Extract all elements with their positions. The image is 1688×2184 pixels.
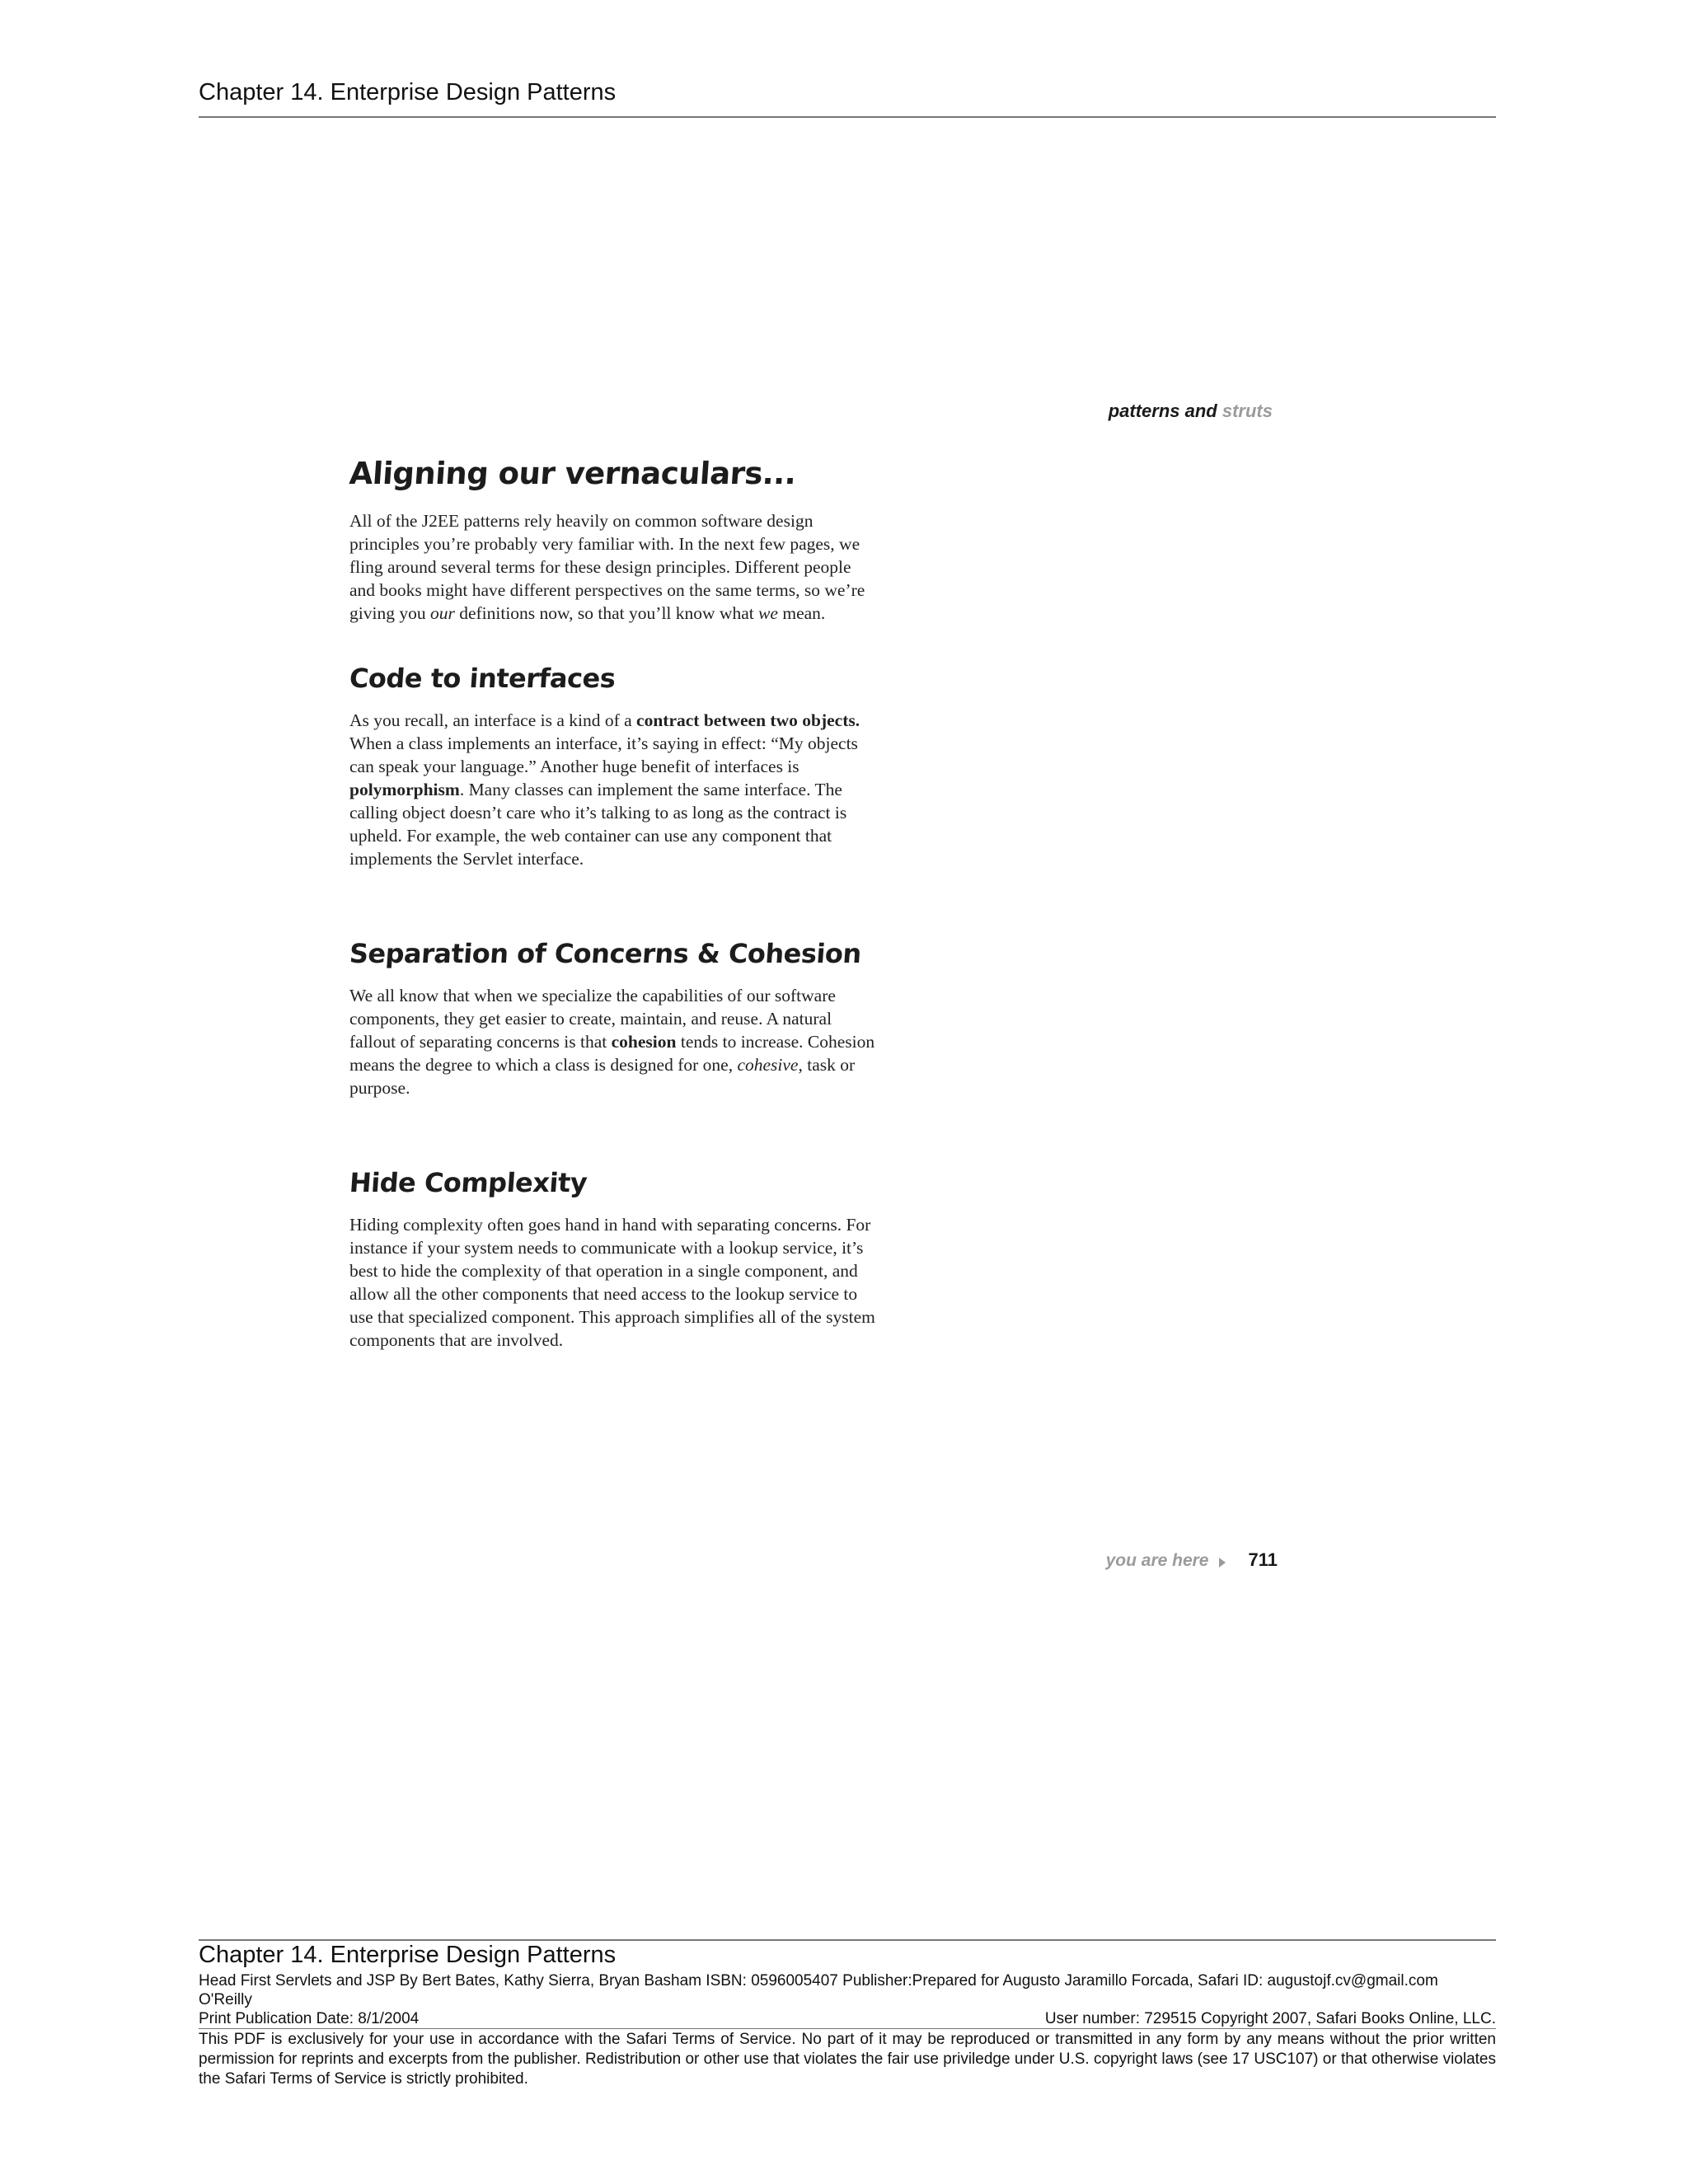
- heading-hide-complexity: Hide Complexity: [348, 1167, 588, 1198]
- you-are-here-label: you are here: [1105, 1551, 1209, 1570]
- bold-cohesion: cohesion: [611, 1032, 677, 1052]
- header-divider: [199, 116, 1496, 118]
- page-number: 711: [1248, 1549, 1278, 1570]
- bold-contract: contract between two objects.: [636, 710, 860, 730]
- heading-code-to-interfaces: Code to interfaces: [348, 663, 617, 694]
- emphasis-we: we: [758, 603, 778, 623]
- footer-pub-date: Print Publication Date: 8/1/2004: [199, 2010, 420, 2027]
- bold-polymorphism: polymorphism: [349, 780, 460, 799]
- running-head-bold: patterns and: [1108, 401, 1217, 421]
- intro-paragraph: All of the J2EE patterns rely heavily on common software design principles you’re probably very familiar with. In the next few pages, we fling around several terms for these design principles. Different people and books might have different perspectives on the same terms, so we’re giving you our definitions now, so that you’ll know what we mean.: [349, 511, 865, 623]
- heading-separation-of-concerns: Separation of Concerns & Cohesion: [348, 938, 863, 969]
- arrow-right-icon: [1219, 1558, 1226, 1568]
- footer-legal-divider: [199, 2028, 1496, 2029]
- running-head-muted: struts: [1221, 401, 1273, 421]
- page-content: [349, 456, 877, 1352]
- chapter-header: Chapter 14. Enterprise Design Patterns: [199, 79, 617, 105]
- footer-publisher: O'Reilly: [199, 1991, 252, 2008]
- separation-paragraph: We all know that when we specialize the capabilities of our software components, they get easier to create, maintain, and reuse. A natural fallout of separating concerns is that cohesion tends to increase. Cohesion means the degree to which a class is designed for one, cohesive, task or purpose.: [349, 986, 875, 1098]
- footer-divider: [199, 1939, 1496, 1941]
- code-to-interfaces-paragraph: As you recall, an interface is a kind of a contract between two objects. When a class implements an interface, it’s saying in effect: “My objects can speak your language.” Another huge benefit of interfaces is polymorphism. Many classes can implement the same interface. The calling object doesn’t care who it’s talking to as long as the contract is upheld. For example, the web container can use any component that implements the Servlet interface.: [349, 710, 860, 869]
- page-footer-nav: [1080, 1549, 1278, 1571]
- page-title: Aligning our vernaculars...: [348, 456, 798, 491]
- emphasis-cohesive: cohesive: [737, 1055, 799, 1075]
- footer-chapter-title: Chapter 14. Enterprise Design Patterns: [199, 1942, 617, 1968]
- emphasis-our: our: [429, 603, 455, 623]
- hide-complexity-paragraph: Hiding complexity often goes hand in hand with separating concerns. For instance if your system needs to communicate with a lookup service, it’s best to hide the complexity of that operation in a single component, and allow all the other components that need access to the lookup service to use that specialized component. This approach simplifies all of the system components that are involved.: [349, 1215, 875, 1350]
- footer-user-info: User number: 729515 Copyright 2007, Safari Books Online, LLC.: [1044, 2010, 1496, 2027]
- footer-meta-row: [199, 2010, 1496, 2028]
- running-head: [1109, 401, 1273, 422]
- footer-legal-notice: This PDF is exclusively for your use in accordance with the Safari Terms of Service. No part of it may be reproduced or transmitted in any form by any means without the prior written permission for reprints and excerpts from the publisher. Redistribution or other use that violates the fair use priviledge under U.S. copyright laws (see 17 USC107) or that otherwise violates the Safari Terms of Service is strictly prohibited.: [199, 2031, 1496, 2088]
- footer-book-info: Head First Servlets and JSP By Bert Bates, Kathy Sierra, Bryan Basham ISBN: 0596005407 Publisher:Prepared for Augusto Jaramillo Forcada, Safari ID: augustojf.cv@gmail.com: [199, 1972, 1438, 1990]
